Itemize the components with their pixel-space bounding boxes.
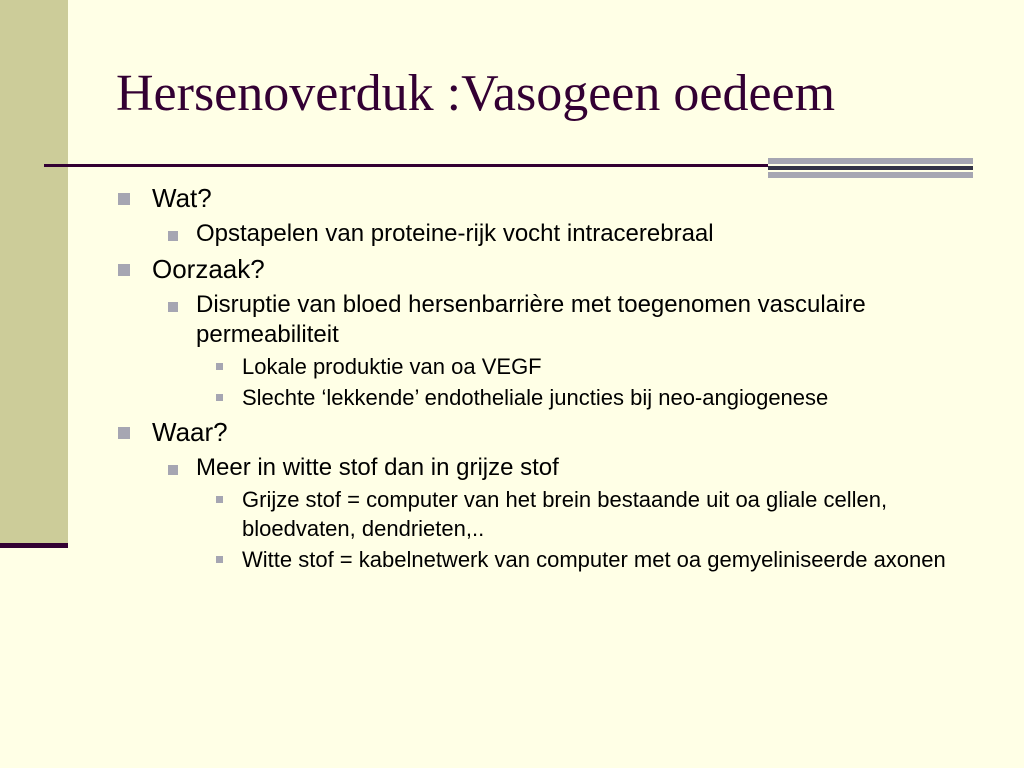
bullet-text: Lokale produktie van oa VEGF [242, 354, 542, 379]
bullet-text: Disruptie van bloed hersenbarrière met toegenomen vasculaire permeabiliteit [196, 291, 866, 348]
slide-title: Hersenoverduk :Vasogeen oedeem [116, 65, 836, 122]
title-divider-bars [768, 158, 973, 180]
square-bullet-icon [216, 363, 223, 370]
sub-sub-bullet-item [116, 545, 996, 574]
sub-bullet-item [116, 219, 996, 249]
bullet-item-oorzaak [116, 250, 996, 288]
square-bullet-icon [216, 394, 223, 401]
bullet-text: Slechte ‘lekkende’ endotheliale juncties bij neo-angiogenese [242, 385, 829, 410]
square-bullet-icon [168, 302, 178, 312]
left-band-underline [0, 543, 68, 548]
sub-sub-bullet-item [116, 352, 996, 381]
sub-sub-bullet-item [116, 485, 996, 543]
divider-bar [768, 166, 973, 170]
left-decorative-band [0, 0, 68, 543]
title-divider-line [44, 164, 768, 167]
square-bullet-icon [118, 193, 130, 205]
sub-bullet-item [116, 290, 996, 350]
bullet-text: Waar? [152, 417, 228, 447]
bullet-text: Grijze stof = computer van het brein bestaande uit oa gliale cellen, bloedvaten, dendrieten,.. [242, 487, 888, 541]
bullet-text: Oorzaak? [152, 254, 265, 284]
bullet-text: Meer in witte stof dan in grijze stof [196, 454, 559, 481]
square-bullet-icon [168, 231, 178, 241]
square-bullet-icon [216, 556, 223, 563]
bullet-text: Opstapelen van proteine-rijk vocht intracerebraal [196, 220, 714, 247]
bullet-text: Witte stof = kabelnetwerk van computer met oa gemyeliniseerde axonen [242, 547, 946, 572]
sub-sub-bullet-item [116, 383, 996, 412]
sub-bullet-item [116, 453, 996, 483]
divider-bar [768, 158, 973, 164]
bullet-item-wat [116, 179, 996, 217]
square-bullet-icon [216, 496, 223, 503]
slide-body [116, 178, 996, 574]
bullet-item-waar [116, 413, 996, 451]
bullet-text: Wat? [152, 183, 212, 213]
square-bullet-icon [118, 427, 130, 439]
square-bullet-icon [118, 264, 130, 276]
square-bullet-icon [168, 465, 178, 475]
